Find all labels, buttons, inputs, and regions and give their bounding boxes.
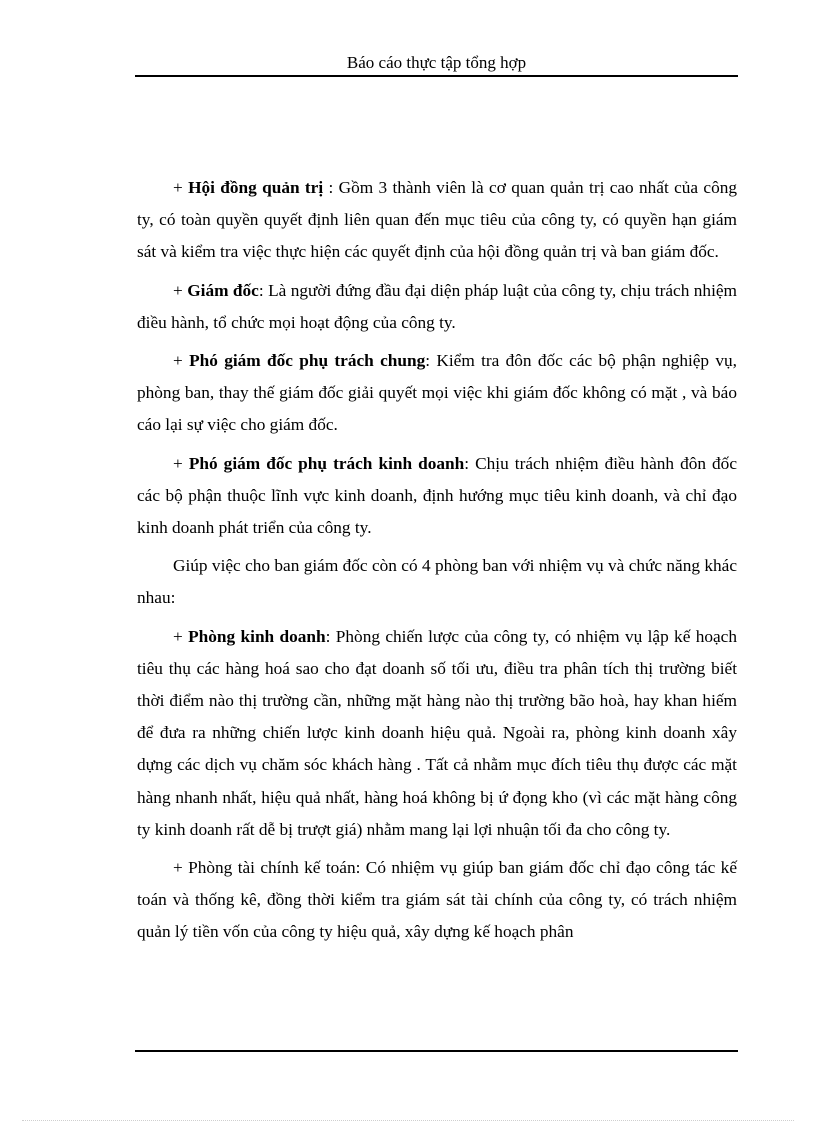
paragraph-prefix: +: [173, 626, 189, 646]
paragraph-prefix: +: [173, 178, 189, 197]
paragraph-term: Giám đốc: [187, 280, 259, 300]
page-edge-divider: [22, 1120, 794, 1121]
paragraph-text: : Chịu trách nhiệm điều hành đôn đốc các bộ phận thuộc lĩnh vực kinh doanh, định hướng mục tiêu kinh doanh, và chỉ đạo kinh doanh phát triển của công ty.: [137, 453, 737, 538]
paragraph-giup-viec: [137, 550, 737, 614]
paragraph-pho-giam-doc-kinh-doanh: [137, 448, 737, 545]
paragraph-term: Hội đồng quản trị: [188, 178, 324, 197]
paragraph-term: Phó giám đốc phụ trách kinh doanh: [188, 453, 465, 473]
paragraph-text: : Kiểm tra đôn đốc các bộ phận nghiệp vụ, phòng ban, thay thế giám đốc giải quyết mọi việc khi giám đốc không có mặt , và báo cáo lại sự việc cho giám đốc.: [137, 351, 737, 435]
paragraph-term: Phó giám đốc phụ trách chung: [189, 351, 426, 371]
paragraph-prefix: +: [173, 280, 188, 300]
paragraph-text: : Phòng chiến lược của công ty, có nhiệm vụ lập kế hoạch tiêu thụ các hàng hoá sao cho đạt doanh số tối ưu, điều tra phân tích thị trường biết thời điểm nào thị trường cần, những mặt hàng nào thị trường bão hoà, hay khan hiếm để đưa ra những chiến lược kinh doanh hiệu quả. Ngoài ra, phòng kinh doanh xây dựng các dịch vụ chăm sóc khách hàng . Tất cả nhằm mục đích tiêu thụ được các mặt hàng nhanh nhất, hiệu quả nhất, hàng hoá không bị ứ đọng kho (vì các mặt hàng công ty kinh doanh rất dễ bị trượt giá) nhằm mang lại lợi nhuận tối đa cho công ty.: [137, 626, 737, 839]
paragraph-text: : Là người đứng đầu đại diện pháp luật của công ty, chịu trách nhiệm điều hành, tổ chức mọi hoạt động của công ty.: [137, 280, 737, 332]
paragraph-prefix: +: [173, 453, 189, 473]
paragraph-hoi-dong-quan-tri: [137, 172, 737, 269]
page-header-title: Báo cáo thực tập tổng hợp: [346, 53, 527, 72]
paragraph-prefix: +: [173, 858, 189, 878]
body-text: [137, 172, 737, 955]
paragraph-prefix: +: [173, 351, 190, 371]
header-rule: [135, 75, 738, 77]
paragraph-text: Giúp việc cho ban giám đốc còn có 4 phòng ban với nhiệm vụ và chức năng khác nhau:: [137, 556, 737, 608]
paragraph-phong-kinh-doanh: [137, 621, 737, 846]
paragraph-pho-giam-doc-chung: [137, 345, 737, 442]
footer-rule: [135, 1050, 738, 1052]
paragraph-phong-tai-chinh: [137, 852, 737, 949]
paragraph-term: Phòng kinh doanh: [188, 626, 326, 646]
paragraph-text: : Gồm 3 thành viên là cơ quan quản trị cao nhất của công ty, có toàn quyền quyết định liên quan đến mục tiêu của công ty, có quyền hạn giám sát và kiểm tra việc thực hiện các quyết định của hội đồng quản trị và ban giám đốc.: [137, 178, 737, 262]
paragraph-text: Phòng tài chính kế toán: Có nhiệm vụ giúp ban giám đốc chỉ đạo công tác kế toán và thống kê, đồng thời kiểm tra giám sát tài chính của công ty, có trách nhiệm quản lý tiền vốn của công ty hiệu quả, xây dựng kế hoạch phân: [137, 858, 737, 942]
paragraph-giam-doc: [137, 275, 737, 339]
